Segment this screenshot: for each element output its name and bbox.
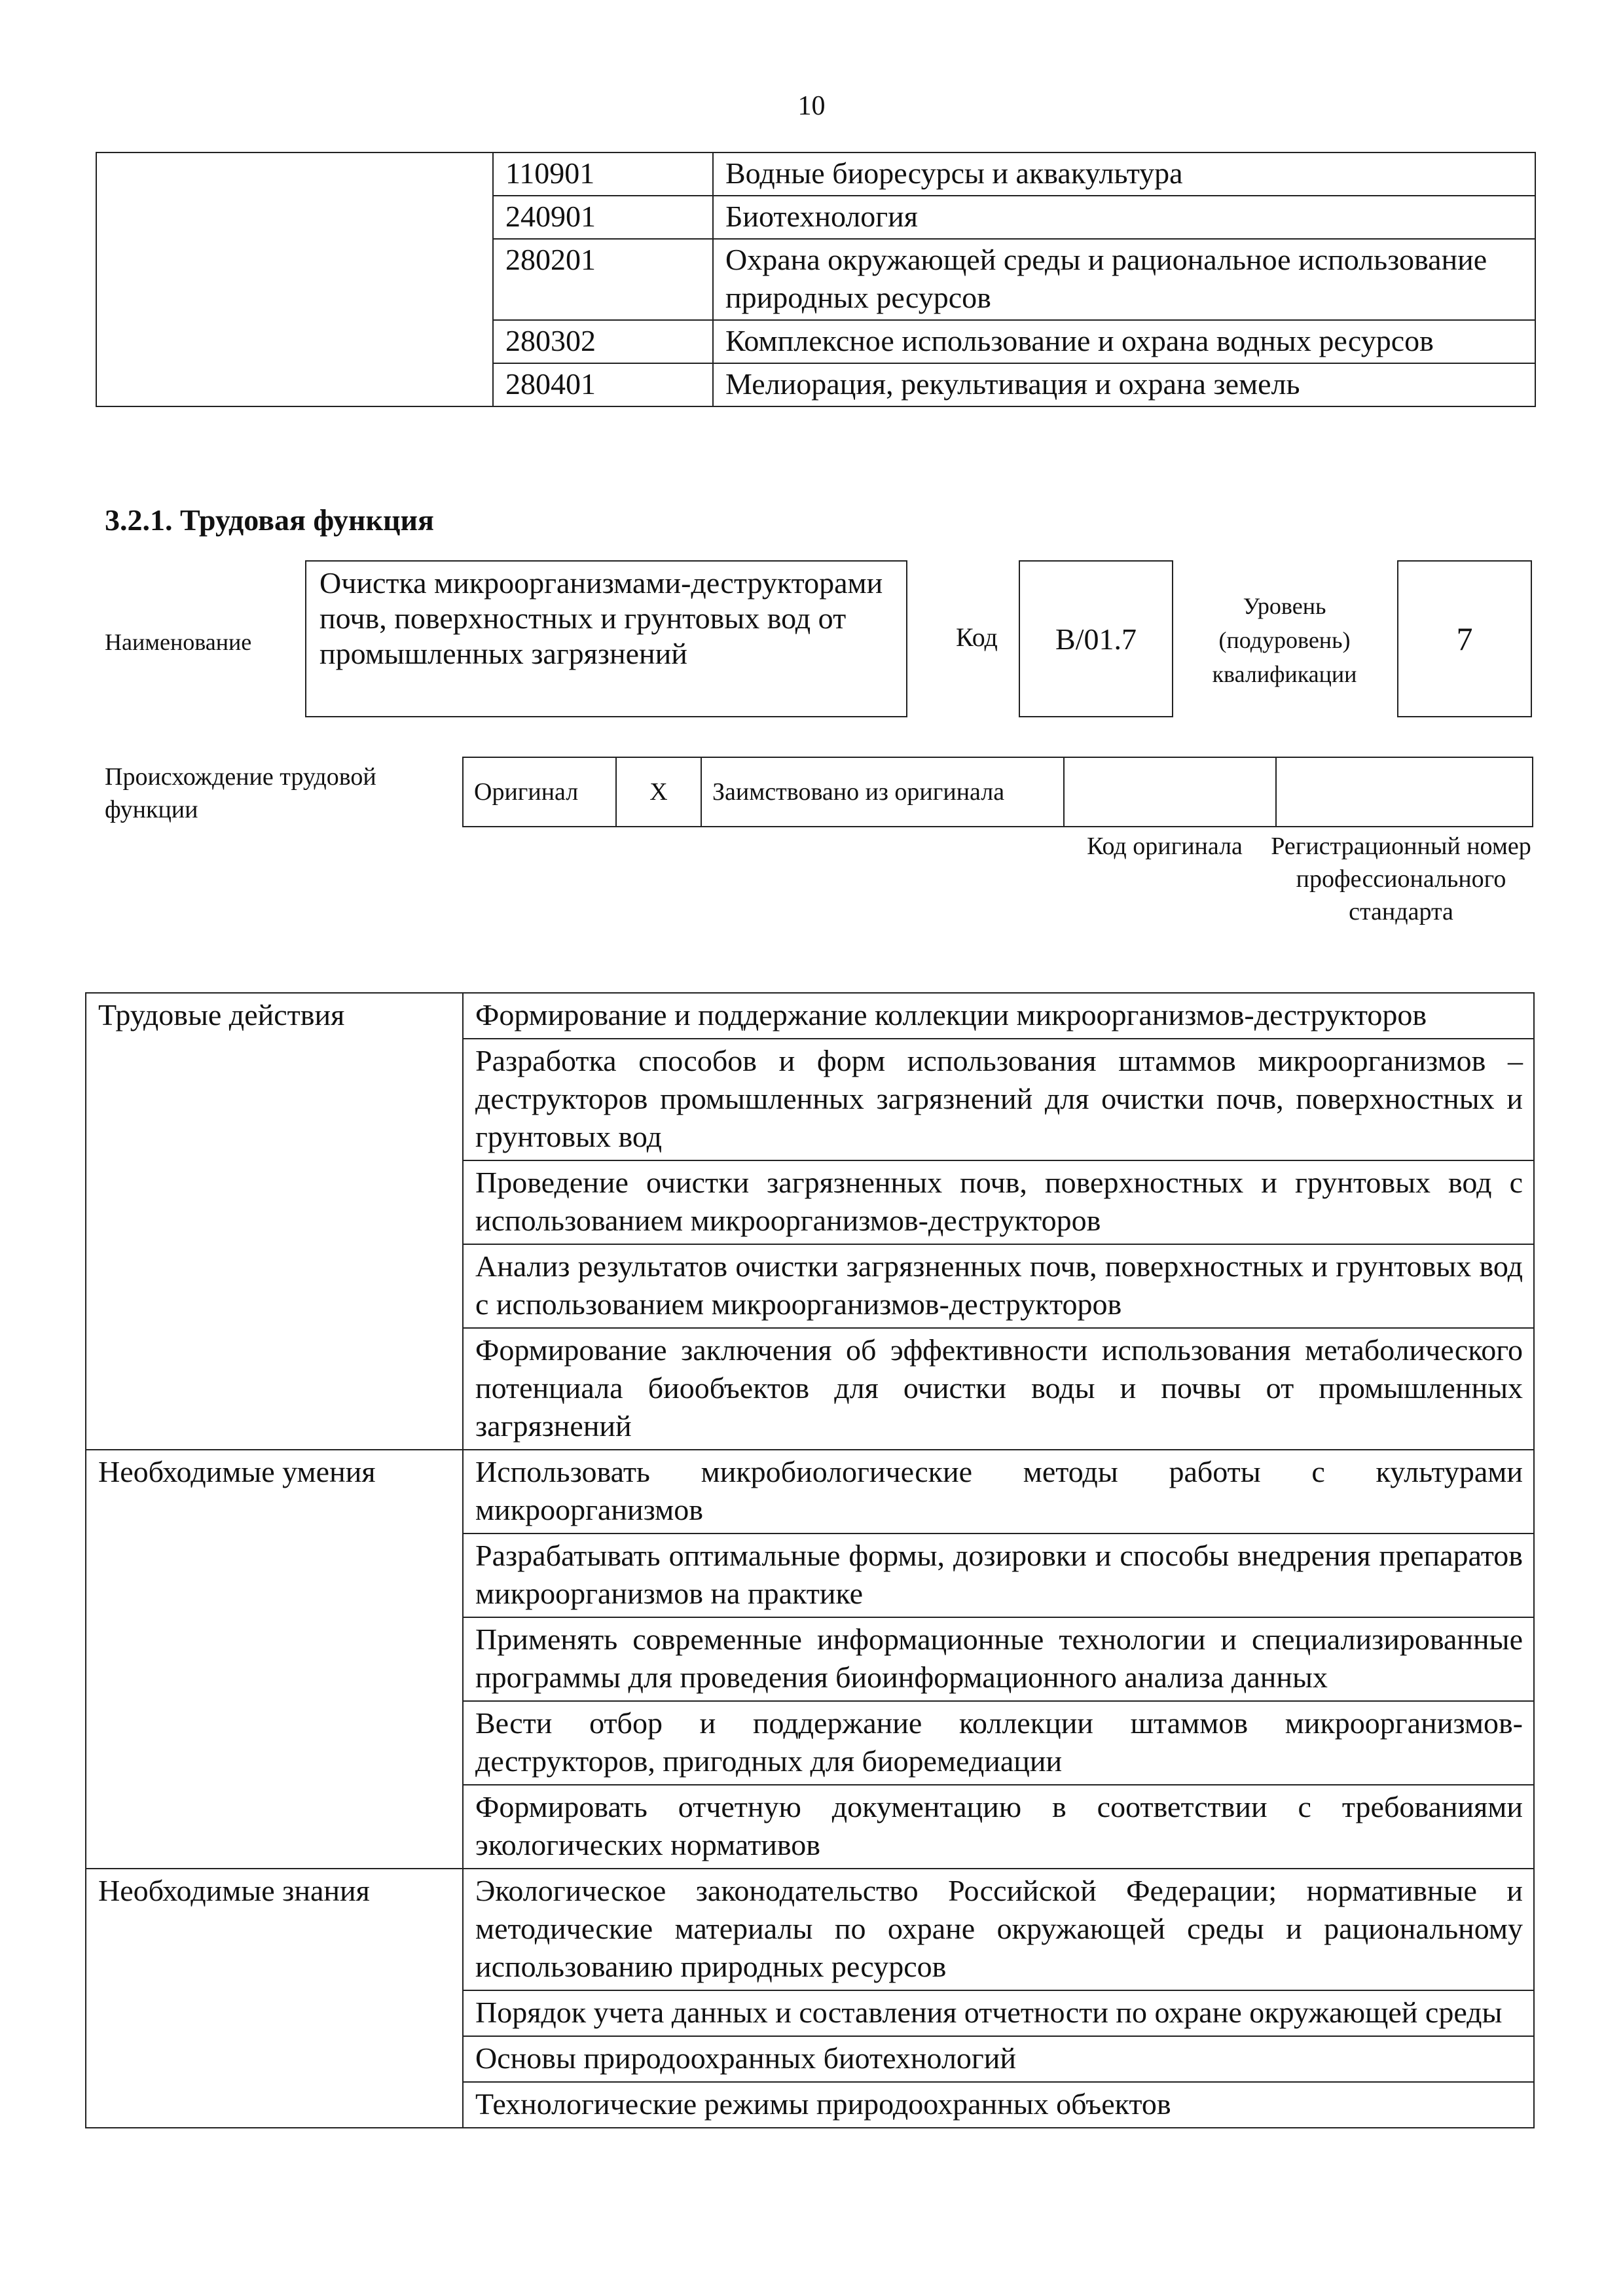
specialty-code: 280302 (493, 320, 713, 363)
specialty-code: 280201 (493, 239, 713, 320)
skill-item: Вести отбор и поддержание коллекции штаммов микроорганизмов-деструкторов, пригодных для биоремедиации (463, 1701, 1534, 1785)
function-details-table (85, 992, 1535, 2128)
actions-label: Трудовые действия (86, 993, 463, 1450)
action-item: Формирование заключения об эффективности использования метаболического потенциала биообъектов для очистки воды и почвы от промышленных загрязнений (463, 1328, 1534, 1450)
action-item: Формирование и поддержание коллекции микроорганизмов-деструкторов (463, 993, 1534, 1039)
specialty-code: 240901 (493, 196, 713, 239)
specialty-name: Охрана окружающей среды и рациональное использование природных ресурсов (713, 239, 1535, 320)
skill-item: Формировать отчетную документацию в соответствии с требованиями экологических нормативов (463, 1785, 1534, 1869)
origin-table (462, 757, 1533, 827)
section-title: 3.2.1. Трудовая функция (105, 503, 434, 537)
knowledge-label: Необходимые знания (86, 1869, 463, 2128)
original-mark: X (616, 757, 701, 827)
specialties-table (96, 152, 1536, 407)
name-label: Наименование (105, 629, 252, 655)
table-row (86, 1450, 1534, 1534)
code-box: B/01.7 (1019, 560, 1173, 717)
table-row (86, 1869, 1534, 1990)
reg-caption: Регистрационный номер профессионального стандарта (1271, 833, 1531, 925)
action-item: Анализ результатов очистки загрязненных почв, поверхностных и грунтовых вод с использованием микроорганизмов-деструкторов (463, 1244, 1534, 1328)
code-label: Код (956, 622, 998, 652)
level-label: Уровень (подуровень) квалификации (1212, 593, 1357, 687)
original-code-cell (1064, 757, 1276, 827)
table-row (463, 757, 1533, 827)
specialty-name: Мелиорация, рекультивация и охрана земель (713, 363, 1535, 406)
function-name-box: Очистка микроорганизмами-деструкторами почв, поверхностных и грунтовых вод от промышленных загрязнений (305, 560, 907, 717)
specialty-name: Водные биоресурсы и аквакультура (713, 152, 1535, 196)
origin-label: Происхождение трудовой функции (105, 763, 376, 823)
reg-number-cell (1276, 757, 1533, 827)
skills-label: Необходимые умения (86, 1450, 463, 1869)
specialty-code: 280401 (493, 363, 713, 406)
specialty-code: 110901 (493, 152, 713, 196)
skill-item: Применять современные информационные технологии и специализированные программы для проведения биоинформационного анализа данных (463, 1617, 1534, 1701)
level-box: 7 (1397, 560, 1532, 717)
knowledge-item: Экологическое законодательство Российской Федерации; нормативные и методические материалы по охране окружающей среды и рациональному использованию природных ресурсов (463, 1869, 1534, 1990)
knowledge-item: Основы природоохранных биотехнологий (463, 2036, 1534, 2082)
skill-item: Использовать микробиологические методы работы с культурами микроорганизмов (463, 1450, 1534, 1534)
specialty-name: Биотехнология (713, 196, 1535, 239)
page-number: 10 (797, 91, 826, 121)
action-item: Разработка способов и форм использования штаммов микроорганизмов – деструкторов промышленных загрязнений для очистки почв, поверхностных и грунтовых вод (463, 1039, 1534, 1160)
table-row (96, 152, 1535, 196)
knowledge-item: Порядок учета данных и составления отчетности по охране окружающей среды (463, 1990, 1534, 2036)
blank-cell (96, 152, 493, 406)
original-label: Оригинал (463, 757, 616, 827)
code-caption: Код оригинала (1087, 833, 1243, 860)
action-item: Проведение очистки загрязненных почв, поверхностных и грунтовых вод с использованием микроорганизмов-деструкторов (463, 1160, 1534, 1244)
knowledge-item: Технологические режимы природоохранных объектов (463, 2082, 1534, 2128)
skill-item: Разрабатывать оптимальные формы, дозировки и способы внедрения препаратов микроорганизмов на практике (463, 1534, 1534, 1617)
specialty-name: Комплексное использование и охрана водных ресурсов (713, 320, 1535, 363)
table-row (86, 993, 1534, 1039)
borrowed-label: Заимствовано из оригинала (701, 757, 1064, 827)
